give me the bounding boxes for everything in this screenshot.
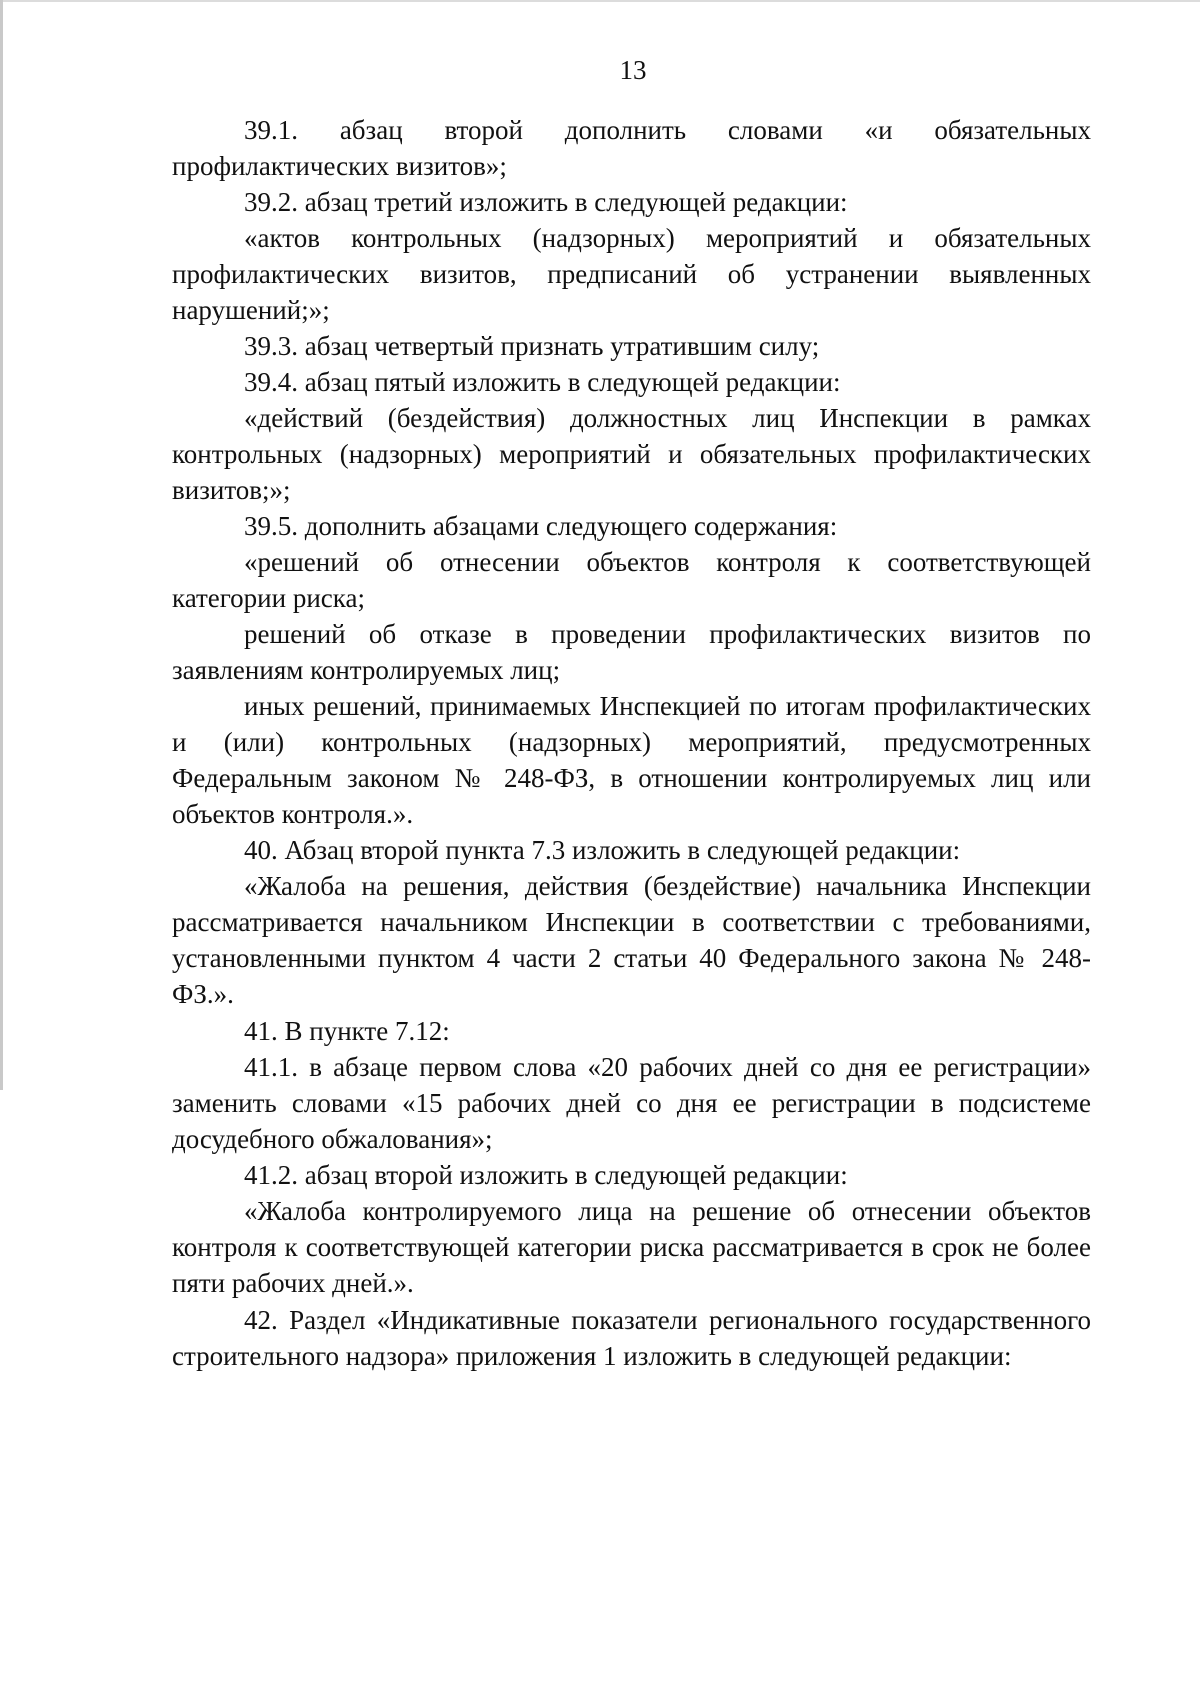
paragraph-41-2-quote: «Жалоба контролируемого лица на решение об отнесении объектов контроля к соответствующей категории риска рассматривается в срок не более пяти рабочих дней.». [172,1196,1091,1298]
paragraph-39-5: 39.5. дополнить абзацами следующего содержания: [244,511,838,541]
paragraph-39-5-quote-2: решений об отказе в проведении профилактических визитов по заявлениям контролируемых лиц; [172,619,1091,685]
paragraph-39-3: 39.3. абзац четвертый признать утратившим силу; [244,331,820,361]
scan-left-edge [0,0,3,1090]
paragraph-39-4: 39.4. абзац пятый изложить в следующей редакции: [244,367,841,397]
page-number: 13 [619,55,647,85]
paragraph-39-2: 39.2. абзац третий изложить в следующей редакции: [244,187,848,217]
document-body [172,112,1091,1374]
paragraph-39-2-quote: «актов контрольных (надзорных) мероприятий и обязательных профилактических визитов, предписаний об устранении выявленных нарушений;»; [172,223,1091,325]
paragraph-41-1: 41.1. в абзаце первом слова «20 рабочих дней со дня ее регистрации» заменить словами «15 рабочих дней со дня ее регистрации в подсистеме досудебного обжалования»; [172,1052,1091,1154]
paragraph-39-1: 39.1. абзац второй дополнить словами «и обязательных профилактических визитов»; [172,115,1091,181]
paragraph-40-quote: «Жалоба на решения, действия (бездействие) начальника Инспекции рассматривается начальником Инспекции в соответствии с требованиями, установленными пунктом 4 части 2 статьи 40 Федерального закона № 248-ФЗ.». [172,871,1091,1009]
paragraph-39-5-quote-3: иных решений, принимаемых Инспекцией по итогам профилактических и (или) контрольных (надзорных) мероприятий, предусмотренных Федеральным законом № 248-ФЗ, в отношении контролируемых лиц или объектов контроля.». [172,691,1091,829]
paragraph-41-2: 41.2. абзац второй изложить в следующей редакции: [244,1160,848,1190]
scan-top-edge [0,0,1200,2]
paragraph-40: 40. Абзац второй пункта 7.3 изложить в следующей редакции: [244,835,961,865]
paragraph-41: 41. В пункте 7.12: [244,1016,450,1046]
paragraph-39-4-quote: «действий (бездействия) должностных лиц Инспекции в рамках контрольных (надзорных) мероприятий и обязательных профилактических визитов;»; [172,403,1091,505]
paragraph-42: 42. Раздел «Индикативные показатели регионального государственного строительного надзора» приложения 1 изложить в следующей редакции: [172,1305,1091,1371]
paragraph-39-5-quote-1: «решений об отнесении объектов контроля к соответствующей категории риска; [172,547,1091,613]
